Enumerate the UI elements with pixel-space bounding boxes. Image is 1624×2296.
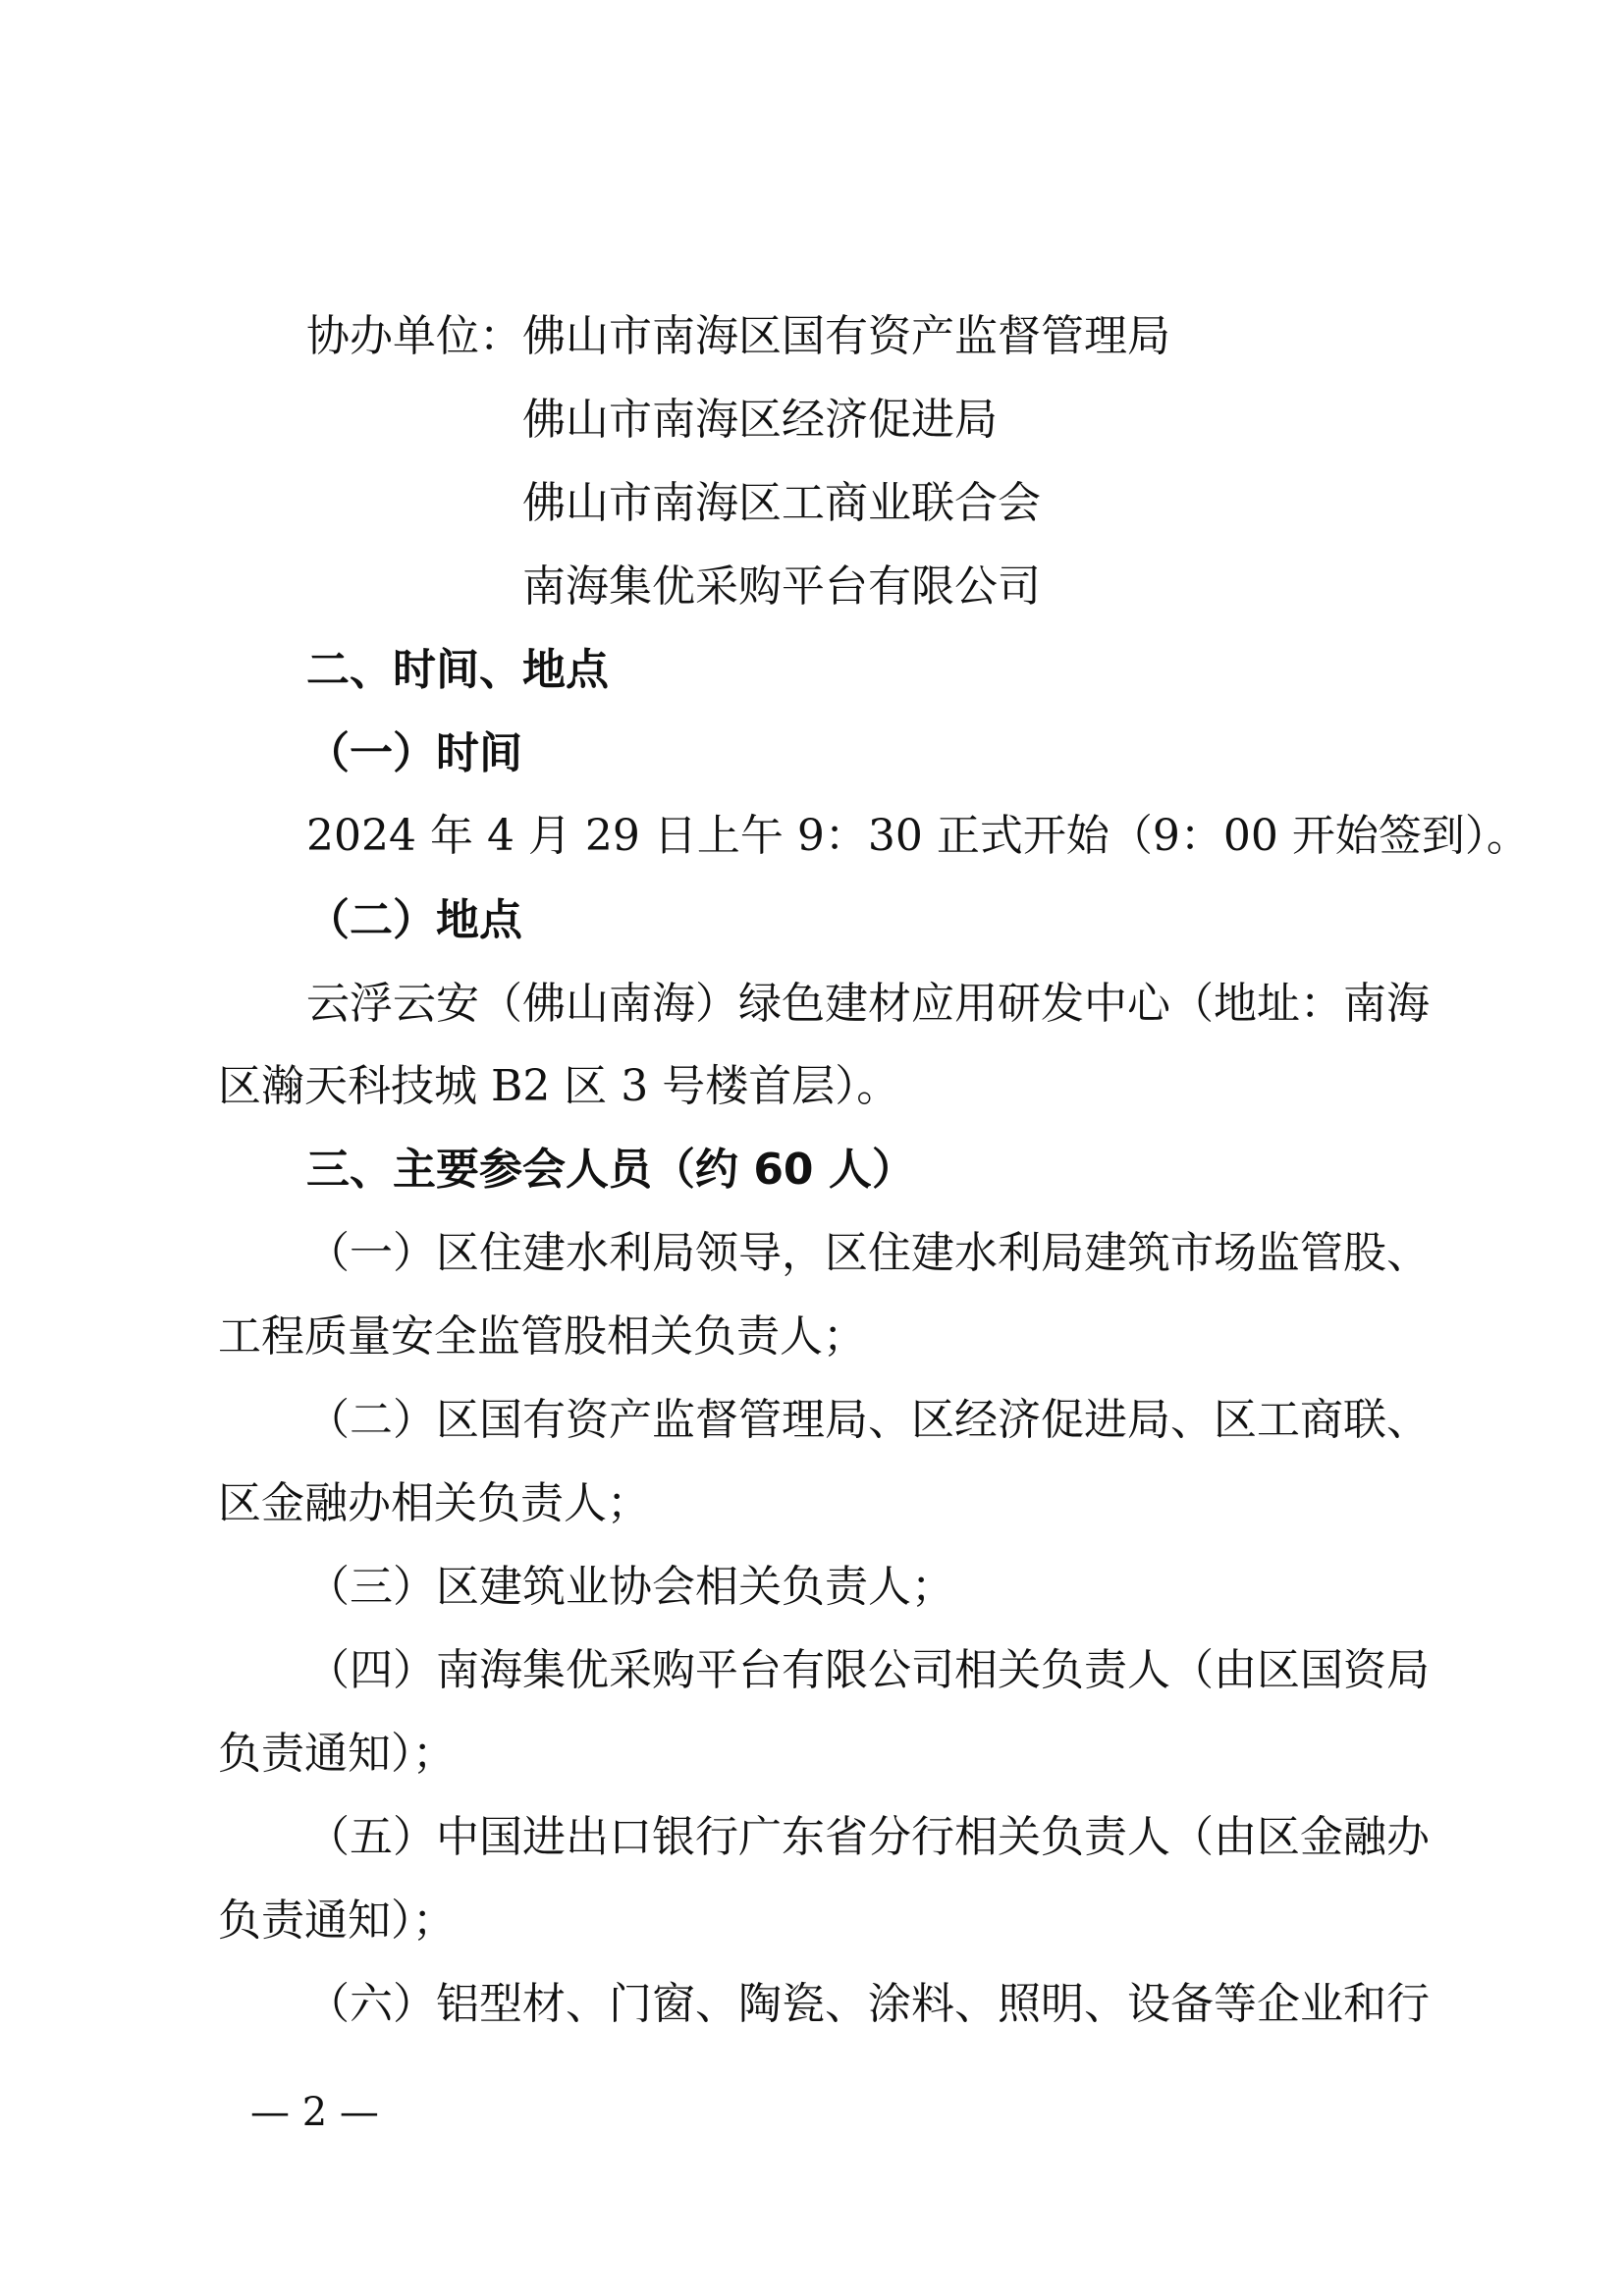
attendee-item-line: （四）南海集优采购平台有限公司相关负责人（由区国资局 — [306, 1645, 1430, 1695]
co-organizer-unit: 佛山市南海区经济促进局 — [522, 395, 998, 445]
section-heading-attendees: 三、主要参会人员（约 60 人） — [306, 1145, 915, 1195]
page-number: — 2 — — [250, 2090, 379, 2135]
attendee-item-line: （一）区住建水利局领导，区住建水利局建筑市场监管股、 — [306, 1228, 1430, 1278]
attendee-item-line: 负责通知）； — [218, 1896, 456, 1946]
attendee-item-line: （二）区国有资产监督管理局、区经济促进局、区工商联、 — [306, 1395, 1430, 1445]
attendee-item-line: （三）区建筑业协会相关负责人； — [306, 1562, 954, 1612]
place-text-line: 区瀚天科技城 B2 区 3 号楼首层）。 — [218, 1061, 900, 1111]
subheading-time: （一）时间 — [306, 728, 522, 778]
attendee-item-line: 区金融办相关负责人； — [218, 1478, 650, 1528]
attendee-item-line: （六）铝型材、门窗、陶瓷、涂料、照明、设备等企业和行 — [306, 1979, 1430, 2029]
co-organizer-unit: 南海集优采购平台有限公司 — [522, 561, 1041, 612]
subheading-place: （二）地点 — [306, 895, 522, 945]
co-organizer-unit: 佛山市南海区国有资产监督管理局 — [522, 311, 1170, 361]
section-heading-time-place: 二、时间、地点 — [306, 645, 609, 695]
place-text-line: 云浮云安（佛山南海）绿色建材应用研发中心（地址：南海 — [306, 979, 1430, 1029]
co-organizer-label: 协办单位： — [306, 311, 522, 361]
time-text: 2024 年 4 月 29 日上午 9：30 正式开始（9：00 开始签到）。 — [306, 811, 1530, 861]
attendee-item-line: 负责通知）； — [218, 1729, 456, 1779]
attendee-item-line: 工程质量安全监管股相关负责人； — [218, 1311, 866, 1362]
co-organizer-unit: 佛山市南海区工商业联合会 — [522, 478, 1041, 528]
attendee-item-line: （五）中国进出口银行广东省分行相关负责人（由区金融办 — [306, 1812, 1430, 1862]
